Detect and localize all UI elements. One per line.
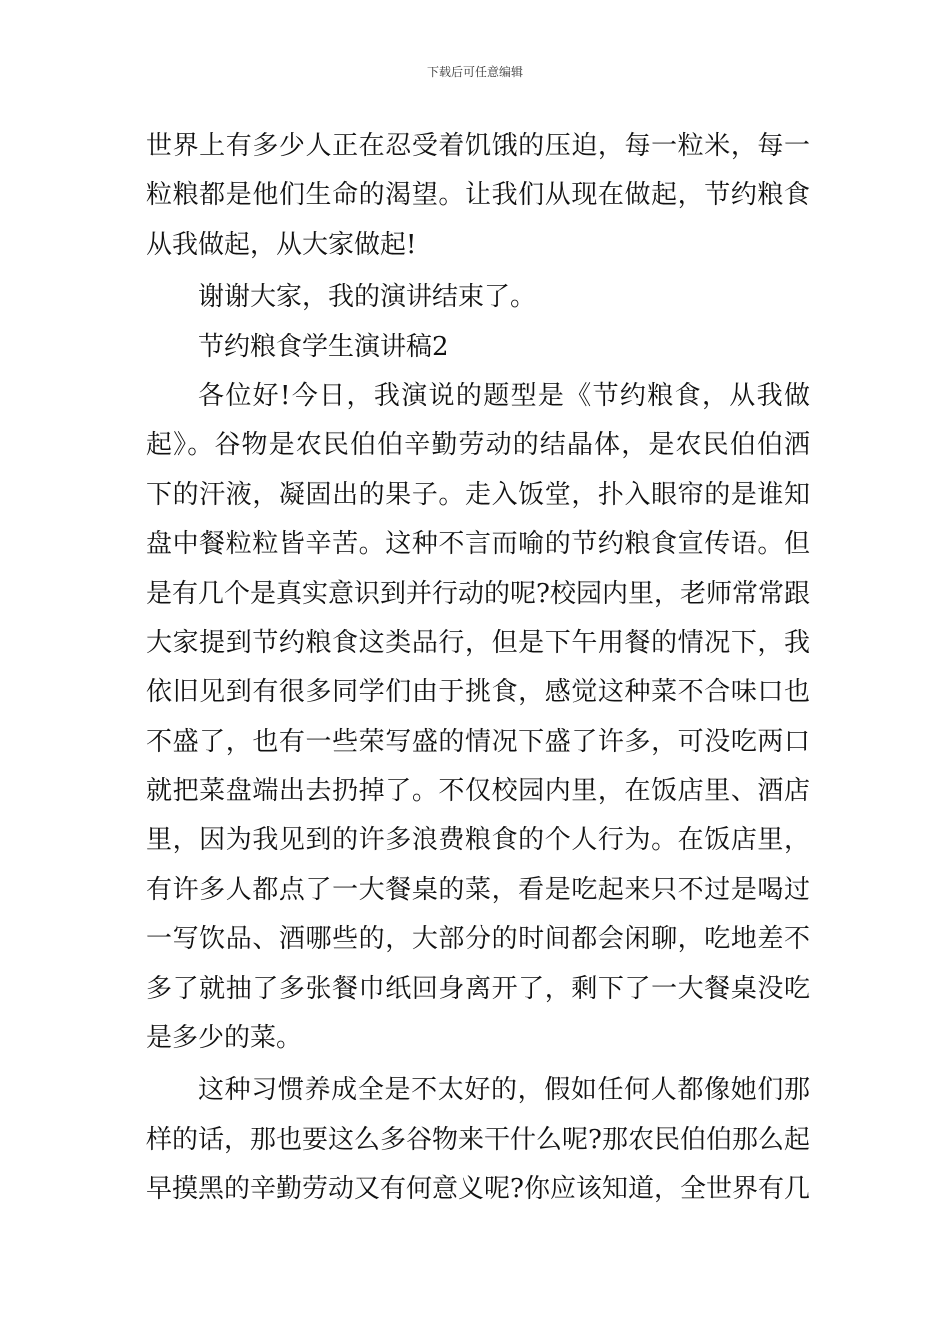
text-line: 多了就抽了多张餐巾纸回身离开了，剩下了一大餐桌没吃: [146, 973, 810, 1004]
text-line: 依旧见到有很多同学们由于挑食，感觉这种菜不合味口也: [146, 677, 810, 708]
paragraph-start-line: 这种习惯养成全是不太好的，假如任何人都像她们那: [198, 1075, 810, 1106]
text-line: 是多少的菜。: [146, 1023, 303, 1054]
text-line: 下的汗液，凝固出的果子。走入饭堂，扑入眼帘的是谁知: [146, 479, 810, 510]
text-line: 从我做起，从大家做起!: [146, 229, 417, 260]
text-line: 里，因为我见到的许多浪费粮食的个人行为。在饭店里，: [146, 825, 810, 856]
closing-line: 谢谢大家，我的演讲结束了。: [198, 282, 537, 313]
text-line: 一写饮品、酒哪些的，大部分的时间都会闲聊，吃地差不: [146, 924, 810, 955]
text-line: 粒粮都是他们生命的渴望。让我们从现在做起，节约粮食: [146, 180, 810, 211]
text-line: 起》。谷物是农民伯伯辛勤劳动的结晶体，是农民伯伯洒: [146, 430, 810, 461]
text-line: 是有几个是真实意识到并行动的呢?校园内里，老师常常跟: [146, 578, 810, 609]
text-line: 盘中餐粒粒皆辛苦。这种不言而喻的节约粮食宣传语。但: [146, 529, 810, 560]
text-line: 不盛了，也有一些荣写盛的情况下盛了许多，可没吃两口: [146, 726, 810, 757]
page-header: 下载后可任意编辑: [426, 65, 523, 79]
text-line: 就把菜盘端出去扔掉了。不仅校园内里，在饭店里、酒店: [146, 776, 810, 807]
document-body: [146, 122, 810, 1215]
text-line: 世界上有多少人正在忍受着饥饿的压迫，每一粒米，每一: [146, 131, 810, 161]
text-line: 早摸黑的辛勤劳动又有何意义呢?你应该知道，全世界有几: [146, 1174, 810, 1205]
paragraph-start-line: 各位好!今日，我演说的题型是《节约粮食，从我做: [198, 380, 810, 411]
text-line: 大家提到节约粮食这类品行，但是下午用餐的情况下，我: [146, 627, 810, 658]
section-title: 节约粮食学生演讲稿2: [198, 331, 449, 362]
text-line: 有许多人都点了一大餐桌的菜，看是吃起来只不过是喝过: [146, 874, 810, 905]
text-line: 样的话，那也要这么多谷物来干什么呢?那农民伯伯那么起: [146, 1124, 810, 1155]
